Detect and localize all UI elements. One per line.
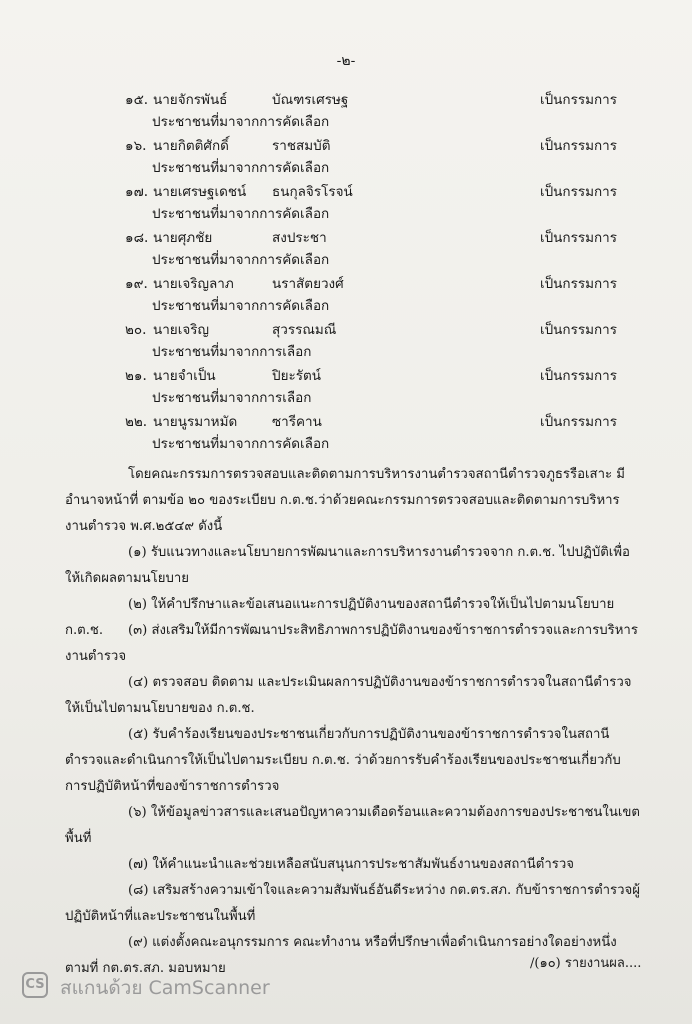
next-page-marker: /(๑๐) รายงานผล....: [530, 956, 642, 971]
member-index: ๑๗.: [125, 184, 149, 200]
member-role: เป็นกรรมการ: [540, 414, 617, 430]
member-role: เป็นกรรมการ: [540, 138, 617, 154]
member-row: [0, 402, 692, 452]
duty-item: (๔) ตรวจสอบ ติดตาม และประเมินผลการปฏิบัติงานของข้าราชการตำรวจในสถานีตำรวจให้เป็นไปตามนโยบายของ ก.ต.ช.: [65, 675, 632, 716]
member-origin: ประชาชนที่มาจากการคัดเลือก: [152, 436, 330, 452]
duty-item: (๑) รับแนวทางและนโยบายการพัฒนาและการบริหารงานตำรวจจาก ก.ต.ช. ไปปฏิบัติเพื่อให้เกิดผลตามนโยบาย: [65, 545, 630, 586]
member-first-name: นายเจริญ: [153, 322, 209, 338]
member-last-name: สุวรรณมณี: [272, 322, 337, 338]
member-last-name: ปิยะรัตน์: [272, 368, 321, 384]
member-last-name: ซารีคาน: [272, 414, 322, 430]
member-first-name: นายจำเป็น: [153, 368, 216, 384]
member-row: [0, 264, 692, 314]
member-role: เป็นกรรมการ: [540, 322, 617, 338]
member-first-name: นายจักรพันธ์: [153, 92, 228, 108]
intro-paragraph: โดยคณะกรรมการตรวจสอบและติดตามการบริหารงานตำรวจสถานีตำรวจภูธรรือเสาะ มีอำนาจหน้าที่ ตามข้อ ๒๐ ของระเบียบ ก.ต.ช.ว่าด้วยคณะกรรมการตรวจสอบและติดตามการบริหารงานตำรวจ พ.ศ.๒๕๔๙ ดังนี้: [65, 467, 625, 534]
duty-item: (๗) ให้คำแนะนำและช่วยเหลือสนับสนุนการประชาสัมพันธ์งานของสถานีตำรวจ: [128, 857, 574, 872]
duty-item: (๖) ให้ข้อมูลข่าวสารและเสนอปัญหาความเดือดร้อนและความต้องการของประชาชนในเขตพื้นที่: [65, 805, 640, 846]
member-index: ๑๕.: [125, 92, 149, 108]
duty-item: (๓) ส่งเสริมให้มีการพัฒนาประสิทธิภาพการปฏิบัติงานของข้าราชการตำรวจและการบริหารงานตำรวจ: [65, 623, 638, 664]
duty-item: (๘) เสริมสร้างความเข้าใจและความสัมพันธ์อันดีระหว่าง กต.ตร.สภ. กับข้าราชการตำรวจผู้ปฏิบัติหน้าที่และประชาชนในพื้นที่: [65, 883, 640, 924]
member-origin: ประชาชนที่มาจากการคัดเลือก: [152, 298, 330, 314]
member-row: [0, 126, 692, 176]
member-last-name: สงประชา: [272, 230, 327, 246]
member-role: เป็นกรรมการ: [540, 184, 617, 200]
member-index: ๒๒.: [125, 414, 148, 430]
member-last-name: ราชสมบัติ: [272, 138, 331, 154]
duty-item: (๕) รับคำร้องเรียนของประชาชนเกี่ยวกับการปฏิบัติงานของข้าราชการตำรวจในสถานีตำรวจและดำเนินการให้เป็นไปตามระเบียบ ก.ต.ช. ว่าด้วยการรับคำร้องเรียนของประชาชนเกี่ยวกับการปฏิบัติหน้าที่ของข้าราชการตำรวจ: [65, 727, 621, 794]
member-index: ๒๐.: [125, 322, 147, 338]
member-role: เป็นกรรมการ: [540, 368, 617, 384]
member-origin: ประชาชนที่มาจากการคัดเลือก: [152, 206, 330, 222]
member-origin: ประชาชนที่มาจากการเลือก: [152, 344, 312, 360]
camscanner-watermark-text: สแกนด้วย CamScanner: [60, 977, 270, 999]
member-first-name: นายนูรมาหมัด: [153, 414, 238, 430]
member-origin: ประชาชนที่มาจากการคัดเลือก: [152, 252, 330, 268]
member-origin: ประชาชนที่มาจากการเลือก: [152, 390, 312, 406]
member-last-name: ธนกุลจิรโรจน์: [272, 184, 353, 200]
member-role: เป็นกรรมการ: [540, 276, 617, 292]
member-last-name: บัณฑรเศรษฐ: [272, 92, 349, 108]
member-origin: ประชาชนที่มาจากการคัดเลือก: [152, 114, 330, 130]
member-row: [0, 310, 692, 360]
duty-item: (๒) ให้คำปรึกษาและข้อเสนอแนะการปฏิบัติงานของสถานีตำรวจให้เป็นไปตามนโยบาย ก.ต.ช.: [65, 597, 615, 638]
camscanner-logo: CS: [22, 972, 48, 998]
member-index: ๒๑.: [125, 368, 147, 384]
member-row: [0, 172, 692, 222]
member-role: เป็นกรรมการ: [540, 230, 617, 246]
member-row: [0, 218, 692, 268]
member-last-name: นราสัตยวงศ์: [272, 276, 344, 292]
member-index: ๑๖.: [125, 138, 147, 154]
member-origin: ประชาชนที่มาจากการคัดเลือก: [152, 160, 330, 176]
member-row: [0, 356, 692, 406]
member-first-name: นายเจริญลาภ: [153, 276, 234, 292]
member-first-name: นายเศรษฐเดชน์: [153, 184, 247, 200]
member-row: [0, 80, 692, 130]
member-role: เป็นกรรมการ: [540, 92, 617, 108]
duty-item: (๙) แต่งตั้งคณะอนุกรรมการ คณะทำงาน หรือที่ปรึกษาเพื่อดำเนินการอย่างใดอย่างหนึ่งตามที่ กต.ตร.สภ. มอบหมาย: [65, 935, 617, 976]
member-list: [0, 80, 692, 452]
page-number: -๒-: [336, 53, 356, 69]
member-index: ๑๘.: [125, 230, 149, 246]
member-first-name: นายกิตติศักดิ์: [153, 138, 229, 154]
member-index: ๑๙.: [125, 276, 148, 292]
member-first-name: นายศุภชัย: [153, 230, 213, 246]
